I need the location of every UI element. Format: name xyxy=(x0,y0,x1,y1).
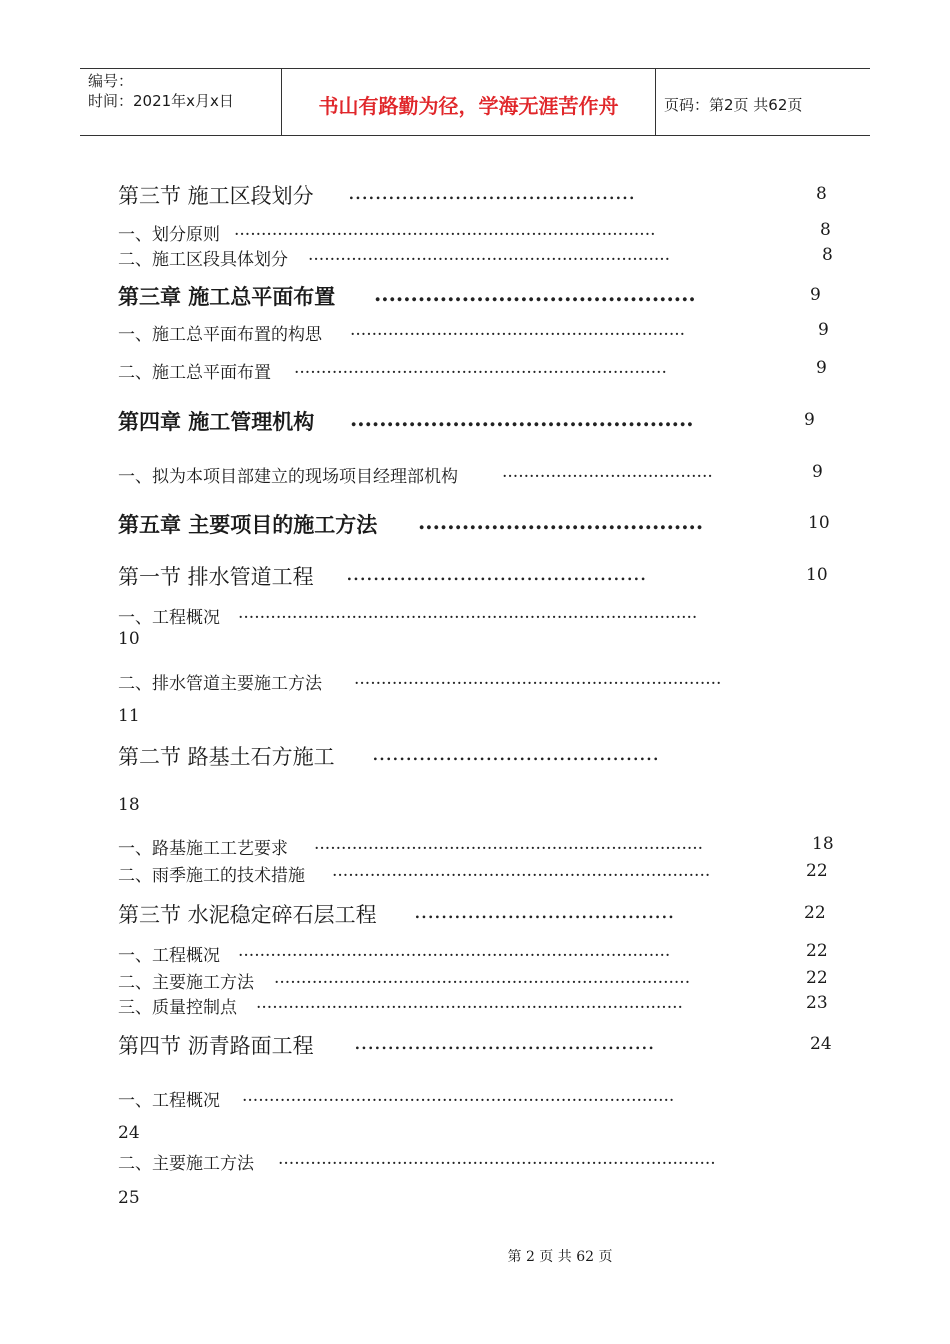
toc-entry-title: 第四节 沥青路面工程 xyxy=(118,1034,314,1058)
toc-entry-title: 一、拟为本项目部建立的现场项目经理部机构 xyxy=(118,467,458,487)
toc-page-number: 10 xyxy=(118,629,140,649)
toc-entry-title: 一、工程概况 xyxy=(118,608,220,628)
header-page-info: 页码：第2页 共62页 xyxy=(664,95,803,114)
date-label: 时间：2021年x月x日 xyxy=(88,92,234,110)
toc-leader-dots: ............................................... xyxy=(350,406,694,431)
toc-page-number: 22 xyxy=(806,941,828,961)
toc-leader-dots: ....................................... xyxy=(414,899,675,923)
toc-page-number: 22 xyxy=(806,968,828,988)
toc-leader-dots: ................................................................................ xyxy=(242,1086,675,1106)
toc-leader-dots: .................................................................... xyxy=(354,669,722,689)
toc-leader-dots: ............................................. xyxy=(346,561,647,585)
toc-page-number: 9 xyxy=(804,410,815,430)
toc-page-number: 8 xyxy=(822,245,833,265)
toc-entry-title: 第一节 排水管道工程 xyxy=(118,565,314,589)
toc-page-number: 8 xyxy=(820,220,831,240)
toc-page-number: 8 xyxy=(816,184,827,204)
toc-leader-dots: ................................................................... xyxy=(308,245,671,265)
toc-page-number: 24 xyxy=(118,1123,140,1143)
toc-page-number: 9 xyxy=(816,358,827,378)
toc-page-number: 22 xyxy=(804,903,826,923)
toc-leader-dots: .............................................................................. xyxy=(234,220,656,240)
toc-entry-title: 第三章 施工总平面布置 xyxy=(118,284,336,309)
toc-entry-title: 第四章 施工管理机构 xyxy=(118,409,315,434)
page-footer: 第 2 页 共 62 页 xyxy=(507,1249,613,1265)
toc-entry-title: 一、划分原则 xyxy=(118,225,220,245)
toc-leader-dots: ..................................................................................... xyxy=(238,603,698,623)
toc-entry-title: 第三节 水泥稳定碎石层工程 xyxy=(118,903,377,927)
number-label: 编号： xyxy=(88,72,134,90)
toc-leader-dots: ................................................................................ xyxy=(238,941,671,961)
toc-leader-dots: ............................................................................. xyxy=(274,968,691,988)
toc-page-number: 9 xyxy=(812,462,823,482)
toc-entry-title: 二、排水管道主要施工方法 xyxy=(118,674,322,694)
toc-entry-title: 二、主要施工方法 xyxy=(118,973,254,993)
toc-leader-dots: ............................................ xyxy=(374,281,696,306)
toc-page-number: 10 xyxy=(808,513,830,533)
toc-entry-title: 一、工程概况 xyxy=(118,1091,220,1111)
toc-leader-dots: ............................................. xyxy=(354,1030,655,1054)
toc-entry-title: 第五章 主要项目的施工方法 xyxy=(118,512,378,537)
toc-entry-title: 一、工程概况 xyxy=(118,946,220,966)
toc-entry-title: 二、施工总平面布置 xyxy=(118,363,271,383)
toc-leader-dots: ........................................................................ xyxy=(314,834,704,854)
toc-entry-title: 一、路基施工工艺要求 xyxy=(118,839,288,859)
toc-page-number: 22 xyxy=(806,861,828,881)
header-motto: 书山有路勤为径，学海无涯苦作舟 xyxy=(282,69,656,135)
toc-page-number: 18 xyxy=(812,834,834,854)
toc-page-number: 18 xyxy=(118,795,140,815)
toc-page-number: 24 xyxy=(810,1034,832,1054)
toc-leader-dots: .............................................................. xyxy=(350,320,686,340)
toc-entry-title: 第三节 施工区段划分 xyxy=(118,184,314,208)
toc-leader-dots: ....................................... xyxy=(502,462,713,482)
toc-entry-title: 二、雨季施工的技术措施 xyxy=(118,866,305,886)
toc-entry-title: 二、施工区段具体划分 xyxy=(118,250,288,270)
toc-leader-dots: ............................................................................... xyxy=(256,993,683,1013)
toc-page-number: 10 xyxy=(806,565,828,585)
toc-page-number: 9 xyxy=(810,285,821,305)
toc-leader-dots: ...................................................................... xyxy=(332,861,711,881)
toc-leader-dots: ........................................... xyxy=(372,741,660,765)
toc-entry-title: 第二节 路基土石方施工 xyxy=(118,745,335,769)
toc-page-number: 9 xyxy=(818,320,829,340)
toc-leader-dots: ........................................... xyxy=(348,180,636,204)
toc-entry-title: 二、主要施工方法 xyxy=(118,1154,254,1174)
toc-entry-title: 三、质量控制点 xyxy=(118,998,237,1018)
toc-page-number: 25 xyxy=(118,1188,140,1208)
toc-page-number: 11 xyxy=(118,706,140,726)
toc-page-number: 23 xyxy=(806,993,828,1013)
toc-leader-dots: ................................................................................. xyxy=(278,1149,716,1169)
toc-leader-dots: ....................................... xyxy=(418,509,704,534)
toc-leader-dots: ..................................................................... xyxy=(294,358,667,378)
toc-entry-title: 一、施工总平面布置的构思 xyxy=(118,325,322,345)
